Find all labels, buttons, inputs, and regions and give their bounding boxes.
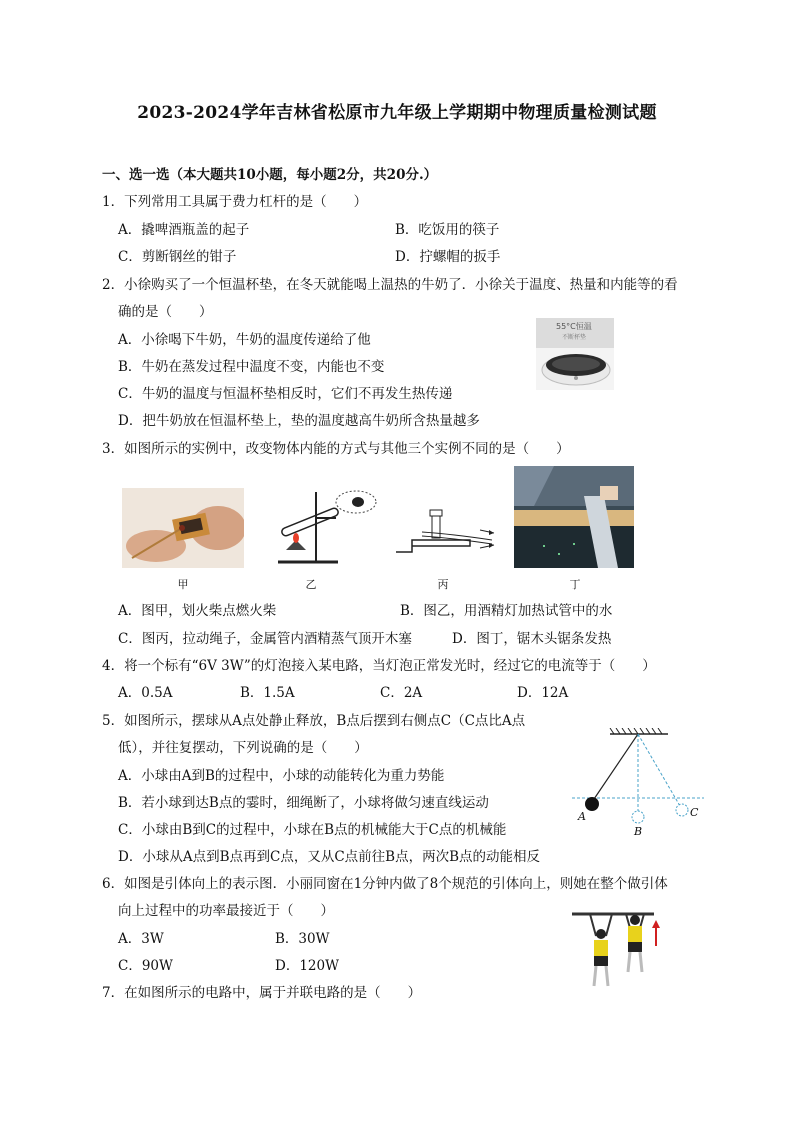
q4-option-c: C．2A: [380, 685, 423, 701]
q2-option-a: A．小徐喝下牛奶，牛奶的温度传递给了他: [118, 332, 371, 348]
q2-option-c: C．牛奶的温度与恒温杯垫相反时，它们不再发生热传递: [118, 386, 453, 402]
q7-stem: 7．在如图所示的电路中，属于并联电路的是（ ）: [102, 985, 422, 1001]
figure-ding-sawing: [514, 466, 634, 568]
cup-warmer-label: 55°C恒温: [556, 322, 592, 331]
q4-option-d: D．12A: [517, 685, 569, 701]
q4-option-a: A．0.5A: [118, 685, 173, 701]
figure-jia-caption: 甲: [177, 578, 189, 591]
q5-stem-line2: 低），并往复摆动，下列说确的是（ ）: [118, 740, 368, 756]
q3-option-c: C．图丙，拉动绳子，金属管内酒精蒸气顶开木塞: [118, 631, 412, 647]
figure-yi-caption: 乙: [305, 578, 317, 591]
q1-option-c: C．剪断钢丝的钳子: [118, 249, 237, 265]
q6-option-b: B．30W: [275, 931, 330, 947]
section-heading: 一、选一选（本大题共10小题，每小题2分，共20分.）: [102, 167, 438, 183]
q1-stem: 1．下列常用工具属于费力杠杆的是（ ）: [102, 194, 368, 210]
q2-option-b: B．牛奶在蒸发过程中温度不变，内能也不变: [118, 359, 385, 375]
figure-ding-caption: 丁: [569, 578, 581, 591]
pendulum-label-b: B: [634, 825, 643, 838]
q3-option-a: A．图甲，划火柴点燃火柴: [118, 603, 277, 619]
figure-bing-metal-tube: [392, 500, 502, 568]
q2-stem-line1: 2．小徐购买了一个恒温杯垫，在冬天就能喝上温热的牛奶了．小徐关于温度、热量和内能等的看: [102, 277, 678, 293]
q1-option-d: D．拧螺帽的扳手: [395, 249, 501, 265]
pull-up-illustration: [572, 906, 672, 994]
q5-stem-line1: 5．如图所示，摆球从A点处静止释放，B点后摆到右侧点C（C点比A点: [102, 713, 526, 729]
q3-option-b: B．图乙，用酒精灯加热试管中的水: [400, 603, 613, 619]
pendulum-label-c: C: [690, 806, 699, 819]
q5-option-c: C．小球由B到C的过程中，小球在B点的机械能大于C点的机械能: [118, 822, 507, 838]
q6-option-a: A．3W: [118, 931, 164, 947]
q4-stem: 4．将一个标有“6V 3W”的灯泡接入某电路，当灯泡正常发光时，经过它的电流等于（ ）: [102, 658, 656, 674]
q1-option-a: A．撬啤酒瓶盖的起子: [118, 222, 250, 238]
q3-stem: 3．如图所示的实例中，改变物体内能的方式与其他三个实例不同的是（ ）: [102, 441, 570, 457]
cup-warmer-sublabel: 不断杯垫: [562, 334, 587, 341]
q6-stem-line1: 6．如图是引体向上的表示图．小丽同窗在1分钟内做了8个规范的引体向上，则她在整个做引体: [102, 876, 668, 892]
q5-option-a: A．小球由A到B的过程中，小球的动能转化为重力势能: [118, 768, 445, 784]
exam-title: 2023-2024学年吉林省松原市九年级上学期期中物理质量检测试题: [137, 103, 657, 123]
q2-option-d: D．把牛奶放在恒温杯垫上，垫的温度越高牛奶所含热量越多: [118, 413, 480, 429]
q6-option-c: C．90W: [118, 958, 173, 974]
q4-option-b: B．1.5A: [240, 685, 295, 701]
q5-option-d: D．小球从A点到B点再到C点，又从C点前往B点，两次B点的动能相反: [118, 849, 540, 865]
pendulum-diagram: [568, 728, 708, 840]
figure-bing-caption: 丙: [437, 578, 449, 591]
q5-option-b: B．若小球到达B点的霎时，细绳断了，小球将做匀速直线运动: [118, 795, 489, 811]
cup-warmer-image: [536, 318, 614, 390]
q3-option-d: D．图丁，锯木头锯条发热: [452, 631, 612, 647]
q6-stem-line2: 向上过程中的功率最接近于（ ）: [118, 903, 334, 919]
pendulum-label-a: A: [578, 810, 586, 823]
q2-stem-line2: 确的是（ ）: [118, 304, 213, 320]
q1-option-b: B．吃饭用的筷子: [395, 222, 500, 238]
figure-yi-test-tube: [258, 488, 388, 568]
figure-jia-match: [122, 488, 244, 568]
q6-option-d: D．120W: [275, 958, 339, 974]
